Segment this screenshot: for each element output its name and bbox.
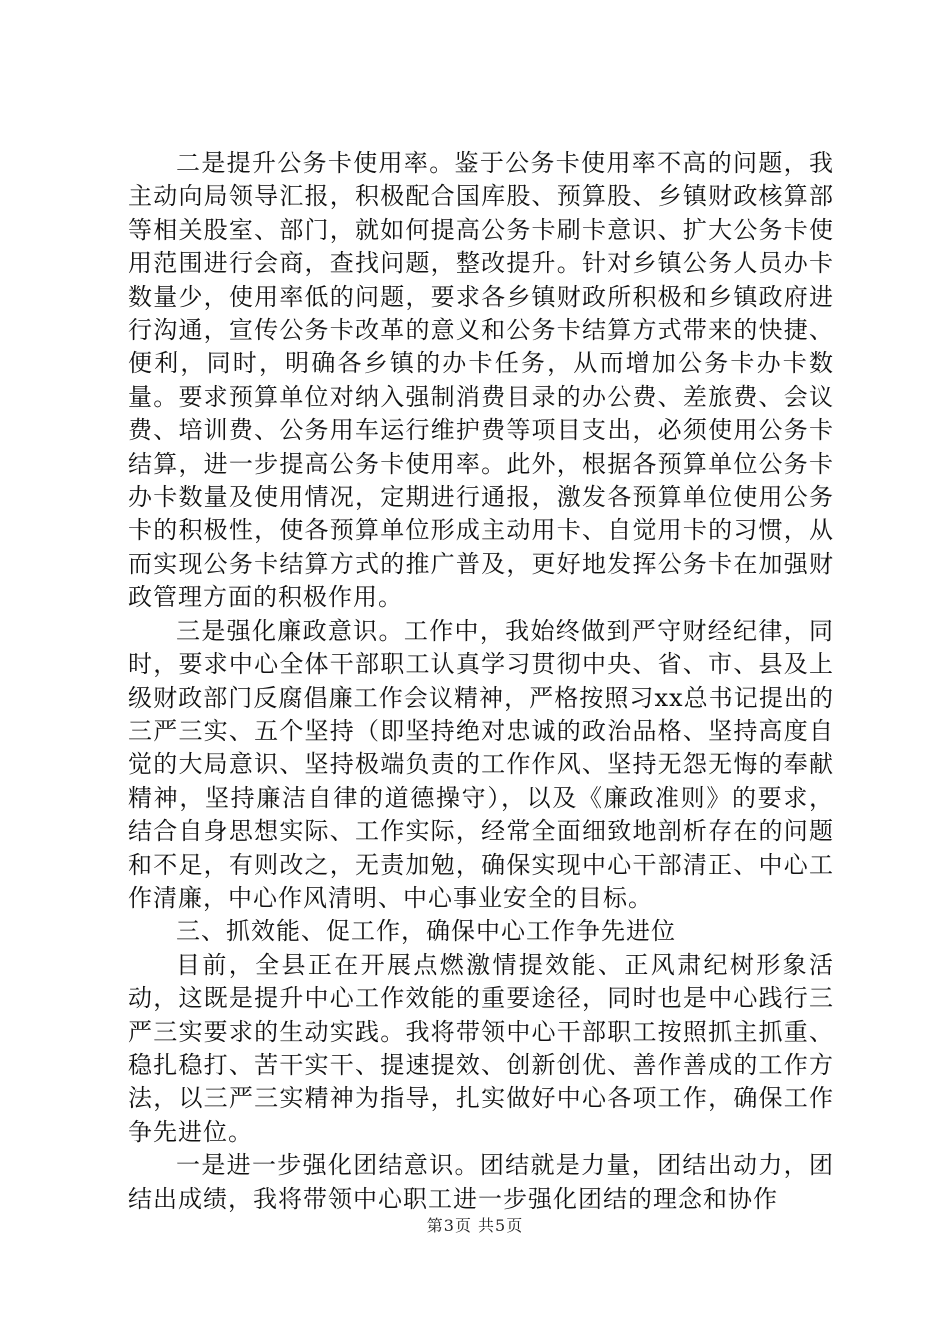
paragraph-efficiency-campaign: 目前，全县正在开展点燃激情提效能、正风肃纪树形象活动，这既是提升中心工作效能的重要途径，同时也是中心践行三严三实要求的生动实践。我将带领中心干部职工按照抓主抓重、稳扎稳打、苦干实干、提速提效、创新创优、善作善成的工作方法，以三严三实精神为指导，扎实做好中心各项工作，确保工作争先进位。 [128, 950, 834, 1146]
page-number-footer: 第3页 共5页 [426, 1216, 524, 1235]
section-heading-efficiency: 三、抓效能、促工作，确保中心工作争先进位 [176, 917, 676, 946]
paragraph-integrity-awareness: 三是强化廉政意识。工作中，我始终做到严守财经纪律，同时，要求中心全体干部职工认真学习贯彻中央、省、市、县及上级财政部门反腐倡廉工作会议精神，严格按照习xx总书记提出的三严三实、五个坚持（即坚持绝对忠诚的政治品格、坚持高度自觉的大局意识、坚持极端负责的工作作风、坚持无怨无悔的奉献精神，坚持廉洁自律的道德操守），以及《廉政准则》的要求，结合自身思想实际、工作实际，经常全面细致地剖析存在的问题和不足，有则改之，无责加勉，确保实现中心干部清正、中心工作清廉，中心作风清明、中心事业安全的目标。 [128, 616, 834, 912]
paragraph-public-card-usage: 二是提升公务卡使用率。鉴于公务卡使用率不高的问题，我主动向局领导汇报，积极配合国库股、预算股、乡镇财政核算部等相关股室、部门，就如何提高公务卡刷卡意识、扩大公务卡使用范围进行会商，查找问题，整改提升。针对乡镇公务人员办卡数量少，使用率低的问题，要求各乡镇财政所积极和乡镇政府进行沟通，宣传公务卡改革的意义和公务卡结算方式带来的快捷、便利，同时，明确各乡镇的办卡任务，从而增加公务卡办卡数量。要求预算单位对纳入强制消费目录的办公费、差旅费、会议费、培训费、公务用车运行维护费等项目支出，必须使用公务卡结算，进一步提高公务卡使用率。此外，根据各预算单位公务卡办卡数量及使用情况，定期进行通报，激发各预算单位使用公务卡的积极性，使各预算单位形成主动用卡、自觉用卡的习惯，从而实现公务卡结算方式的推广普及，更好地发挥公务卡在加强财政管理方面的积极作用。 [128, 149, 834, 612]
paragraph-unity-awareness: 一是进一步强化团结意识。团结就是力量，团结出动力，团结出成绩，我将带领中心职工进一步强化团结的理念和协作 [128, 1151, 834, 1213]
document-body [128, 147, 834, 1216]
